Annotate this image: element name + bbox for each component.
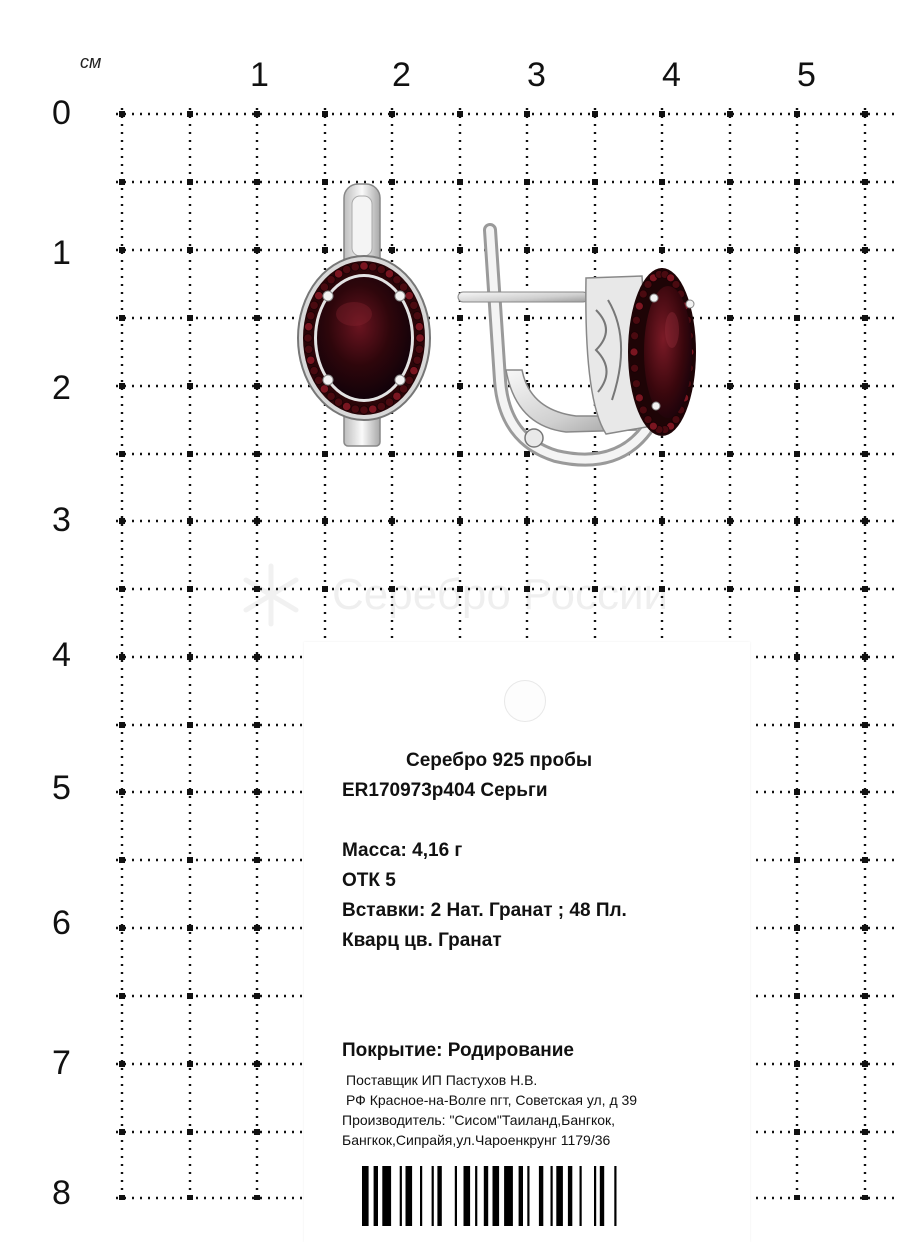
halo-stone	[639, 290, 647, 298]
grid-intersection-dot	[187, 383, 193, 389]
halo-stone	[393, 276, 401, 284]
grid-intersection-dot	[794, 722, 800, 728]
grid-intersection-dot	[254, 111, 260, 117]
grid-intersection-dot	[187, 111, 193, 117]
halo-stone	[304, 323, 312, 331]
barcode-bar	[475, 1166, 477, 1226]
barcode-bar	[568, 1166, 572, 1226]
left-number-2: 2	[52, 369, 71, 407]
grid-intersection-dot	[119, 586, 125, 592]
grid-intersection-dot	[862, 925, 868, 931]
grid-intersection-dot	[727, 179, 733, 185]
snowflake-logo-icon	[236, 560, 306, 630]
grid-intersection-dot	[254, 1061, 260, 1067]
tag-article: ER170973р404 Серьги	[342, 780, 548, 801]
top-number-4: 4	[662, 56, 681, 94]
grid-intersection-dot	[389, 111, 395, 117]
halo-stone	[351, 405, 359, 413]
grid-intersection-dot	[794, 1061, 800, 1067]
halo-stone	[631, 364, 639, 372]
halo-stone	[334, 398, 342, 406]
left-number-0: 0	[52, 94, 71, 132]
halo-stone	[410, 366, 418, 374]
grid-intersection-dot	[659, 111, 665, 117]
barcode-bar	[484, 1166, 488, 1226]
grid-intersection-dot	[254, 518, 260, 524]
grid-intersection-dot	[457, 179, 463, 185]
grid-intersection-dot	[187, 315, 193, 321]
halo-stone	[307, 312, 315, 320]
grid-intersection-dot	[862, 247, 868, 253]
grid-intersection-dot	[794, 654, 800, 660]
grid-intersection-dot	[254, 1195, 260, 1200]
barcode-bar	[556, 1166, 563, 1226]
halo-stone	[415, 345, 423, 353]
halo-stone	[310, 366, 318, 374]
grid-intersection-dot	[727, 111, 733, 117]
halo-stone	[334, 270, 342, 278]
left-number-3: 3	[52, 501, 71, 539]
halo-stone	[327, 392, 335, 400]
halo-stone	[649, 422, 657, 430]
top-number-3: 3	[527, 56, 546, 94]
barcode-bar	[382, 1166, 391, 1226]
grid-intersection-dot	[862, 518, 868, 524]
halo-stone	[377, 402, 385, 410]
grid-intersection-dot	[254, 315, 260, 321]
halo-stone	[632, 316, 640, 324]
left-number-7: 7	[52, 1044, 71, 1082]
barcode-bar	[539, 1166, 543, 1226]
grid-intersection-dot	[727, 383, 733, 389]
barcode-bar	[493, 1166, 500, 1226]
halo-stone	[369, 405, 377, 413]
grid-intersection-dot	[862, 993, 868, 999]
grid-intersection-dot	[862, 789, 868, 795]
grid-intersection-dot	[794, 315, 800, 321]
barcode-bar	[406, 1166, 413, 1226]
tag-mass: Масса: 4,16 г	[342, 840, 463, 861]
halo-stone	[351, 263, 359, 271]
grid-intersection-dot	[794, 111, 800, 117]
grid-intersection-dot	[254, 654, 260, 660]
grid-intersection-dot	[119, 722, 125, 728]
top-number-5: 5	[797, 56, 816, 94]
barcode-bar	[420, 1166, 422, 1226]
grid-intersection-dot	[254, 925, 260, 931]
grid-intersection-dot	[119, 247, 125, 253]
grid-intersection-dot	[254, 451, 260, 457]
top-number-2: 2	[392, 56, 411, 94]
grid-intersection-dot	[119, 1061, 125, 1067]
grid-intersection-dot	[187, 179, 193, 185]
grid-intersection-dot	[524, 111, 530, 117]
grid-intersection-dot	[862, 722, 868, 728]
grid-intersection-dot	[187, 925, 193, 931]
grid-intersection-dot	[119, 857, 125, 863]
top-number-1: 1	[250, 56, 269, 94]
barcode-bar	[600, 1166, 604, 1226]
barcode-bar	[614, 1166, 616, 1226]
grid-intersection-dot	[457, 518, 463, 524]
grid-intersection-dot	[794, 857, 800, 863]
grid-intersection-dot	[187, 586, 193, 592]
halo-stone	[304, 334, 312, 342]
grid-intersection-dot	[862, 451, 868, 457]
tag-coating: Покрытие: Родирование	[342, 1040, 574, 1061]
grid-intersection-dot	[794, 179, 800, 185]
grid-intersection-dot	[727, 586, 733, 592]
halo-stone	[410, 301, 418, 309]
watermark-text: Серебро России	[332, 570, 669, 619]
halo-stone	[342, 265, 350, 273]
tag-inserts-line2: Кварц цв. Гранат	[342, 930, 502, 951]
barcode-bar	[580, 1166, 582, 1226]
grid-intersection-dot	[659, 518, 665, 524]
grid-intersection-dot	[727, 518, 733, 524]
barcode-bar	[504, 1166, 513, 1226]
grid-intersection-dot	[592, 111, 598, 117]
grid-intersection-dot	[592, 179, 598, 185]
grid-intersection-dot	[524, 518, 530, 524]
halo-stone	[405, 291, 413, 299]
halo-stone	[320, 385, 328, 393]
barcode-bar	[400, 1166, 402, 1226]
grid-intersection-dot	[119, 1129, 125, 1135]
grid-intersection-dot	[727, 451, 733, 457]
grid-intersection-dot	[794, 993, 800, 999]
grid-intersection-dot	[254, 179, 260, 185]
grid-intersection-dot	[119, 179, 125, 185]
grid-intersection-dot	[862, 1129, 868, 1135]
barcode-bar	[594, 1166, 596, 1226]
halo-stone	[631, 332, 639, 340]
tag-hole	[504, 680, 546, 722]
halo-stone	[385, 270, 393, 278]
halo-stone	[672, 416, 680, 424]
grid-intersection-dot	[794, 586, 800, 592]
tag-otk: ОТК 5	[342, 870, 396, 891]
halo-stone	[405, 376, 413, 384]
grid-intersection-dot	[119, 789, 125, 795]
halo-stone	[307, 356, 315, 364]
grid-intersection-dot	[862, 1061, 868, 1067]
grid-intersection-dot	[862, 1195, 868, 1200]
grid-intersection-dot	[592, 518, 598, 524]
grid-intersection-dot	[794, 1129, 800, 1135]
barcode-bar	[519, 1166, 523, 1226]
grid-intersection-dot	[119, 451, 125, 457]
grid-intersection-dot	[794, 1195, 800, 1200]
grid-intersection-dot	[254, 857, 260, 863]
grid-intersection-dot	[727, 247, 733, 253]
tag-title: Серебро 925 пробы	[406, 750, 593, 771]
halo-stone	[630, 348, 638, 356]
left-number-1: 1	[52, 234, 71, 272]
barcode-bar	[551, 1166, 553, 1226]
halo-stone	[399, 385, 407, 393]
grid-intersection-dot	[119, 111, 125, 117]
halo-stone	[314, 376, 322, 384]
barcode-bar	[464, 1166, 471, 1226]
grid-intersection-dot	[254, 722, 260, 728]
grid-intersection-dot	[794, 451, 800, 457]
grid-intersection-dot	[727, 315, 733, 321]
grid-intersection-dot	[254, 993, 260, 999]
grid-intersection-dot	[119, 315, 125, 321]
grid-intersection-dot	[524, 179, 530, 185]
halo-stone	[415, 323, 423, 331]
unit-label: см	[80, 52, 102, 72]
grid-intersection-dot	[322, 518, 328, 524]
left-number-6: 6	[52, 904, 71, 942]
grid-intersection-dot	[862, 857, 868, 863]
halo-stone	[672, 280, 680, 288]
halo-stone	[327, 276, 335, 284]
left-number-4: 4	[52, 636, 71, 674]
grid-intersection-dot	[862, 383, 868, 389]
grid-intersection-dot	[862, 586, 868, 592]
left-number-5: 5	[52, 769, 71, 807]
grid-intersection-dot	[322, 111, 328, 117]
barcode-bar	[362, 1166, 369, 1226]
grid-intersection-dot	[862, 179, 868, 185]
tag-manufacturer-address: Бангкок,Сипрайя,ул.Чароенкрунг 1179/36	[342, 1132, 611, 1148]
grid-intersection-dot	[119, 518, 125, 524]
halo-stone	[377, 265, 385, 273]
grid-intersection-dot	[862, 315, 868, 321]
tag-address: РФ Красное-на-Волге пгт, Советская ул, д 39	[346, 1092, 638, 1108]
tag-manufacturer: Производитель: "Сисом"Таиланд,Бангкок,	[342, 1112, 616, 1128]
halo-stone	[360, 262, 368, 270]
grid-intersection-dot	[254, 1129, 260, 1135]
grid-intersection-dot	[187, 1129, 193, 1135]
halo-stone	[399, 283, 407, 291]
halo-stone	[393, 392, 401, 400]
barcode	[362, 1166, 702, 1226]
halo-stone	[304, 345, 312, 353]
left-number-8: 8	[52, 1174, 71, 1212]
grid-intersection-dot	[254, 789, 260, 795]
barcode-bar	[374, 1166, 378, 1226]
halo-stone	[639, 406, 647, 414]
grid-intersection-dot	[119, 383, 125, 389]
grid-intersection-dot	[187, 518, 193, 524]
grid-intersection-dot	[254, 247, 260, 253]
halo-stone	[314, 291, 322, 299]
halo-stone	[369, 263, 377, 271]
barcode-bar	[432, 1166, 434, 1226]
grid-intersection-dot	[389, 518, 395, 524]
halo-stone	[342, 402, 350, 410]
grid-intersection-dot	[187, 789, 193, 795]
grid-intersection-dot	[794, 925, 800, 931]
grid-intersection-dot	[794, 518, 800, 524]
grid-intersection-dot	[187, 451, 193, 457]
earring-front-view	[288, 178, 448, 458]
tag-inserts-line1: Вставки: 2 Нат. Гранат ; 48 Пл.	[342, 900, 627, 921]
halo-stone	[416, 334, 424, 342]
halo-stone	[310, 301, 318, 309]
grid-intersection-dot	[187, 993, 193, 999]
grid-intersection-dot	[254, 383, 260, 389]
watermark	[236, 560, 676, 630]
tag-supplier: Поставщик ИП Пастухов Н.В.	[346, 1072, 538, 1088]
halo-stone	[385, 398, 393, 406]
grid-intersection-dot	[187, 247, 193, 253]
halo-stone	[360, 406, 368, 414]
grid-intersection-dot	[659, 179, 665, 185]
grid-intersection-dot	[187, 654, 193, 660]
halo-stone	[413, 356, 421, 364]
halo-stone	[644, 416, 652, 424]
barcode-bar	[437, 1166, 441, 1226]
halo-stone	[632, 380, 640, 388]
grid-intersection-dot	[187, 722, 193, 728]
grid-intersection-dot	[187, 1061, 193, 1067]
halo-stone	[320, 283, 328, 291]
grid-intersection-dot	[862, 654, 868, 660]
halo-stone	[667, 274, 675, 282]
grid-intersection-dot	[187, 1195, 193, 1200]
halo-stone	[635, 302, 643, 310]
grid-intersection-dot	[862, 111, 868, 117]
barcode-bar	[455, 1166, 457, 1226]
grid-intersection-dot	[794, 247, 800, 253]
grid-intersection-dot	[119, 654, 125, 660]
halo-stone	[413, 312, 421, 320]
product-tag	[304, 642, 750, 1242]
grid-intersection-dot	[794, 383, 800, 389]
grid-intersection-dot	[119, 1195, 125, 1200]
grid-intersection-dot	[119, 925, 125, 931]
grid-intersection-dot	[119, 993, 125, 999]
barcode-bar	[527, 1166, 529, 1226]
halo-stone	[635, 394, 643, 402]
earring-side-view	[456, 220, 706, 480]
grid-intersection-dot	[794, 789, 800, 795]
grid-intersection-dot	[457, 111, 463, 117]
grid-intersection-dot	[187, 857, 193, 863]
halo-stone	[644, 280, 652, 288]
